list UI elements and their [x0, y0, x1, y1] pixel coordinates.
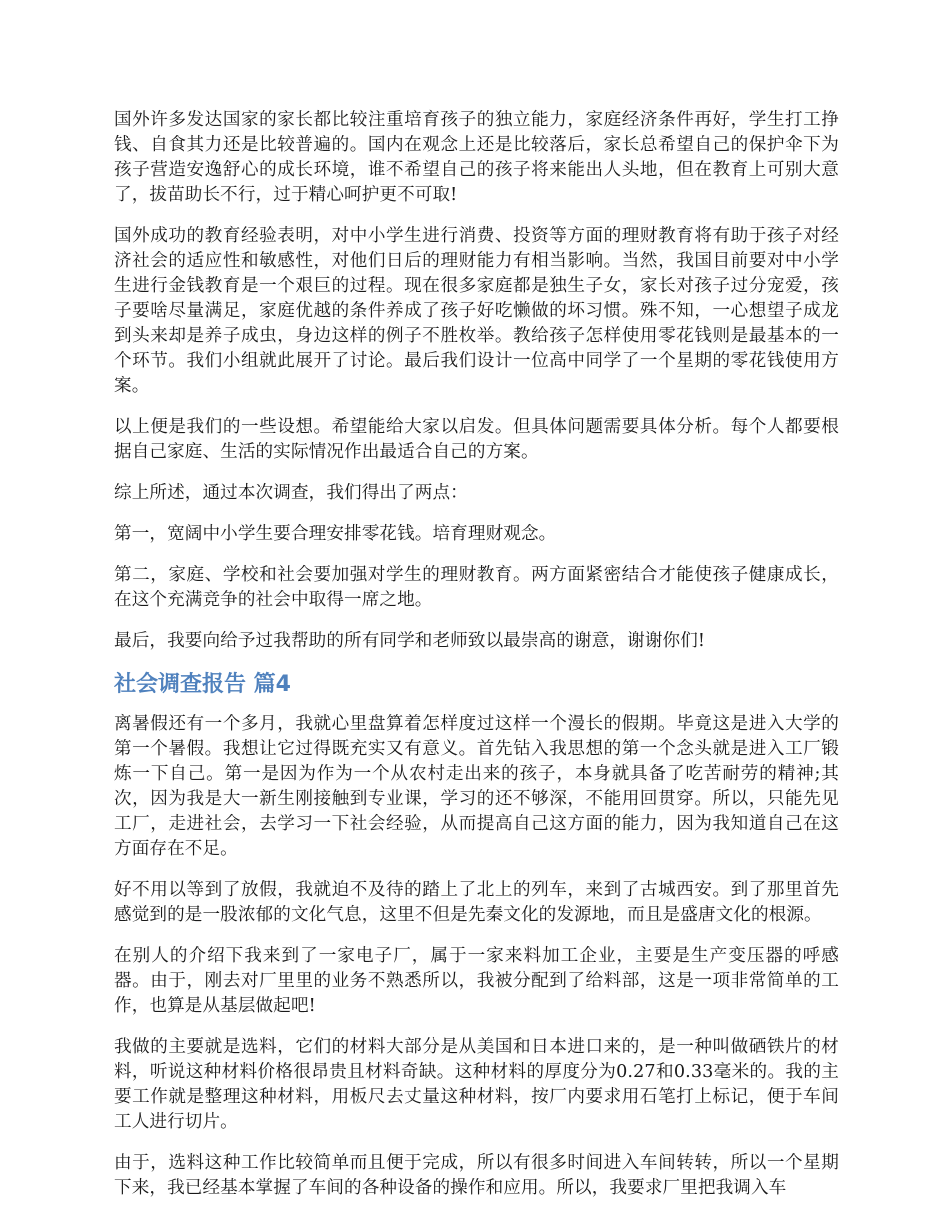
paragraph: 好不用以等到了放假，我就迫不及待的踏上了北上的列车，来到了古城西安。到了那里首先感觉到的是一股浓郁的文化气息，这里不但是先秦文化的发源地，而且是盛唐文化的根源。	[114, 880, 839, 925]
paragraph: 最后，我要向给予过我帮助的所有同学和老师致以最崇高的谢意，谢谢你们!	[114, 631, 706, 651]
paragraph: 综上所述，通过本次调查，我们得出了两点：	[114, 483, 468, 503]
paragraph: 离暑假还有一个多月，我就心里盘算着怎样度过这样一个漫长的假期。毕竟这是进入大学的第一个暑假。我想让它过得既充实又有意义。首先钻入我思想的第一个念头就是进入工厂锻炼一下自己。第一是因为作为一个从农村走出来的孩子，本身就具备了吃苦耐劳的精神;其次，因为我是大一新生刚接触到专业课，学习的还不够深，不能用回贯穿。所以，只能先见工厂，走进社会，去学习一下社会经验，从而提高自己这方面的能力，因为我知道自己在这方面存在不足。	[114, 714, 839, 859]
document-page	[114, 108, 839, 1217]
paragraph: 由于，选料这种工作比较简单而且便于完成，所以有很多时间进入车间转转，所以一个星期下来，我已经基本掌握了车间的各种设备的操作和应用。所以，我要求厂里把我调入车	[114, 1153, 839, 1198]
section-heading: 社会调查报告 篇4	[114, 672, 291, 697]
paragraph: 国外成功的教育经验表明，对中小学生进行消费、投资等方面的理财教育将有助于孩子对经济社会的适应性和敏感性，对他们日后的理财能力有相当影响。当然，我国目前要对中小学生进行金钱教育是一个艰巨的过程。现在很多家庭都是独生子女，家长对孩子过分宠爱，孩子要啥尽量满足，家庭优越的条件养成了孩子好吃懒做的坏习惯。殊不知，一心想望子成龙到头来却是养子成虫，身边这样的例子不胜枚举。教给孩子怎样使用零花钱则是最基本的一个环节。我们小组就此展开了讨论。最后我们设计一位高中同学了一个星期的零花钱使用方案。	[114, 226, 839, 396]
paragraph: 国外许多发达国家的家长都比较注重培育孩子的独立能力，家庭经济条件再好，学生打工挣钱、自食其力还是比较普遍的。国内在观念上还是比较落后，家长总希望自己的保护伞下为孩子营造安逸舒心的成长环境，谁不希望自己的孩子将来能出人头地，但在教育上可别大意了，拔苗助长不行，过于精心呵护更不可取!	[114, 110, 839, 205]
paragraph: 第一，宽阔中小学生要合理安排零花钱。培育理财观念。	[114, 524, 557, 544]
paragraph: 我做的主要就是选料，它们的材料大部分是从美国和日本进口来的，是一种叫做硒铁片的材料，听说这种材料价格很昂贵且材料奇缺。这种材料的厚度分为0.27和0.33毫米的。我的主要工作就是整理这种材料，用板尺去丈量这种材料，按厂内要求用石笔打上标记，便于车间工人进行切片。	[114, 1037, 839, 1132]
paragraph: 第二，家庭、学校和社会要加强对学生的理财教育。两方面紧密结合才能使孩子健康成长，在这个充满竞争的社会中取得一席之地。	[114, 565, 839, 610]
paragraph: 以上便是我们的一些设想。希望能给大家以启发。但具体问题需要具体分析。每个人都要根据自己家庭、生活的实际情况作出最适合自己的方案。	[114, 417, 839, 462]
paragraph: 在别人的介绍下我来到了一家电子厂，属于一家来料加工企业，主要是生产变压器的呼感器。由于，刚去对厂里里的业务不熟悉所以，我被分配到了给料部，这是一项非常简单的工作，也算是从基层做起吧!	[114, 946, 839, 1016]
